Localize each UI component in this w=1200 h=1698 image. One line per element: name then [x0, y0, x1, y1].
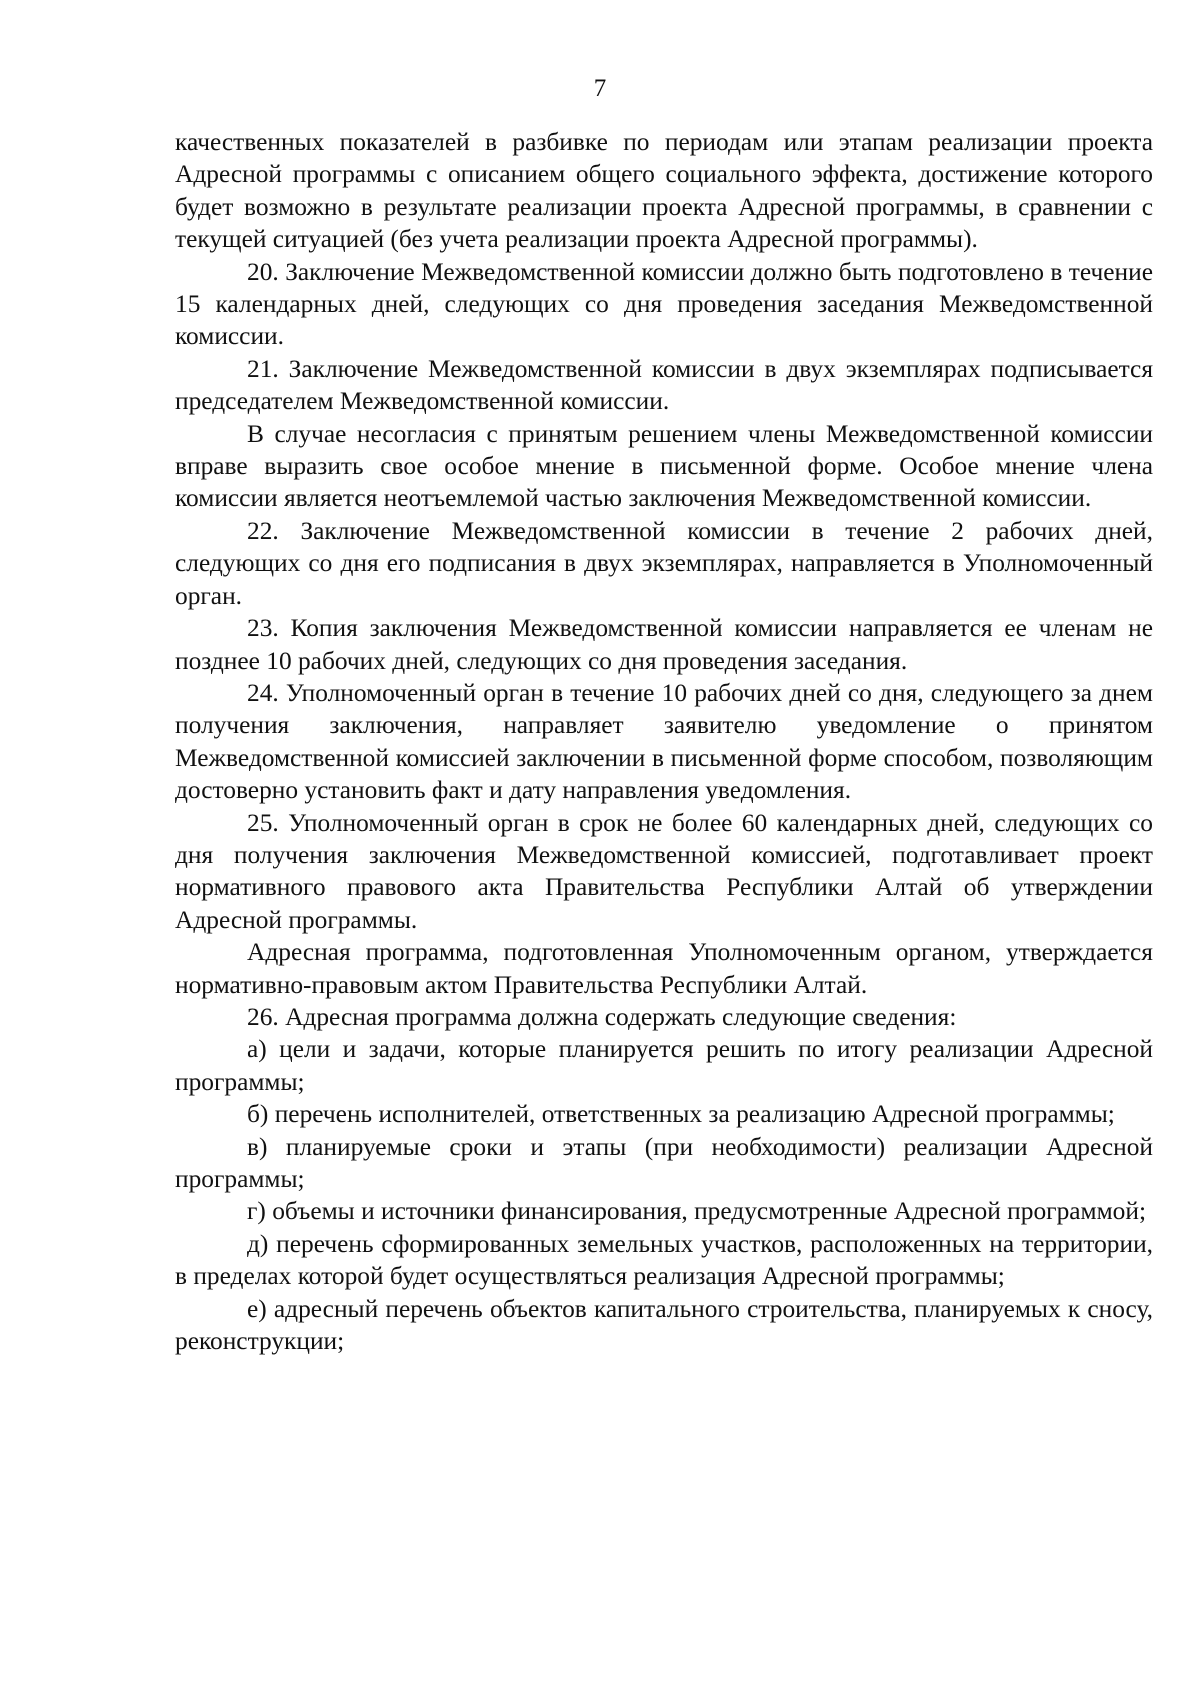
- paragraph-continuation: качественных показателей в разбивке по периодам или этапам реализации проекта Адресной программы с описанием общего социального эффекта, достижение которого будет возможно в результате реализации проекта Адресной программы, в сравнении с текущей ситуацией (без учета реализации проекта Адресной программы).: [175, 128, 1153, 254]
- paragraph-item-23: 23. Копия заключения Межведомственной комиссии направляется ее членам не позднее 10 рабочих дней, следующих со дня проведения заседания.: [175, 614, 1153, 675]
- list-item-b: б) перечень исполнителей, ответственных за реализацию Адресной программы;: [247, 1100, 1115, 1129]
- paragraph-item-26: 26. Адресная программа должна содержать следующие сведения:: [247, 1002, 957, 1031]
- list-item-a: а) цели и задачи, которые планируется решить по итогу реализации Адресной программы;: [175, 1035, 1153, 1096]
- paragraph-dissent-opinion: В случае несогласия с принятым решением члены Межведомственной комиссии вправе выразить свое особое мнение в письменной форме. Особое мнение члена комиссии является неотъемлемой частью заключения Межведомственной комиссии.: [175, 419, 1153, 513]
- list-item-d: д) перечень сформированных земельных участков, расположенных на территории, в пределах которой будет осуществляться реализация Адресной программы;: [175, 1229, 1153, 1291]
- paragraph-item-20: 20. Заключение Межведомственной комиссии должно быть подготовлено в течение 15 календарных дней, следующих со дня проведения заседания Межведомственной комиссии.: [175, 257, 1153, 351]
- list-item-e: е) адресный перечень объектов капитального строительства, планируемых к сносу, реконструкции;: [175, 1294, 1153, 1356]
- paragraph-item-24: 24. Уполномоченный орган в течение 10 рабочих дней со дня, следующего за днем получения заключения, направляет заявителю уведомление о принятом Межведомственной комиссией заключении в письменной форме способом, позволяющим достоверно установить факт и дату направления уведомления.: [175, 678, 1153, 805]
- paragraph-item-25: 25. Уполномоченный орган в срок не более 60 календарных дней, следующих со дня получения заключения Межведомственной комиссией, подготавливает проект нормативного правового акта Правительства Республики Алтай об утверждении Адресной программы.: [175, 808, 1153, 934]
- paragraph-program-approval: Адресная программа, подготовленная Уполномоченным органом, утверждается нормативно-правовым актом Правительства Республики Алтай.: [175, 938, 1153, 999]
- document-body: [175, 126, 1153, 1357]
- page-number: 7: [593, 75, 607, 102]
- paragraph-item-21: 21. Заключение Межведомственной комиссии в двух экземплярах подписывается председателем Межведомственной комиссии.: [175, 354, 1153, 416]
- list-item-g: г) объемы и источники финансирования, предусмотренные Адресной программой;: [247, 1197, 1147, 1226]
- paragraph-item-22: 22. Заключение Межведомственной комиссии в течение 2 рабочих дней, следующих со дня его подписания в двух экземплярах, направляется в Уполномоченный орган.: [175, 516, 1153, 610]
- list-item-v: в) планируемые сроки и этапы (при необходимости) реализации Адресной программы;: [175, 1132, 1153, 1193]
